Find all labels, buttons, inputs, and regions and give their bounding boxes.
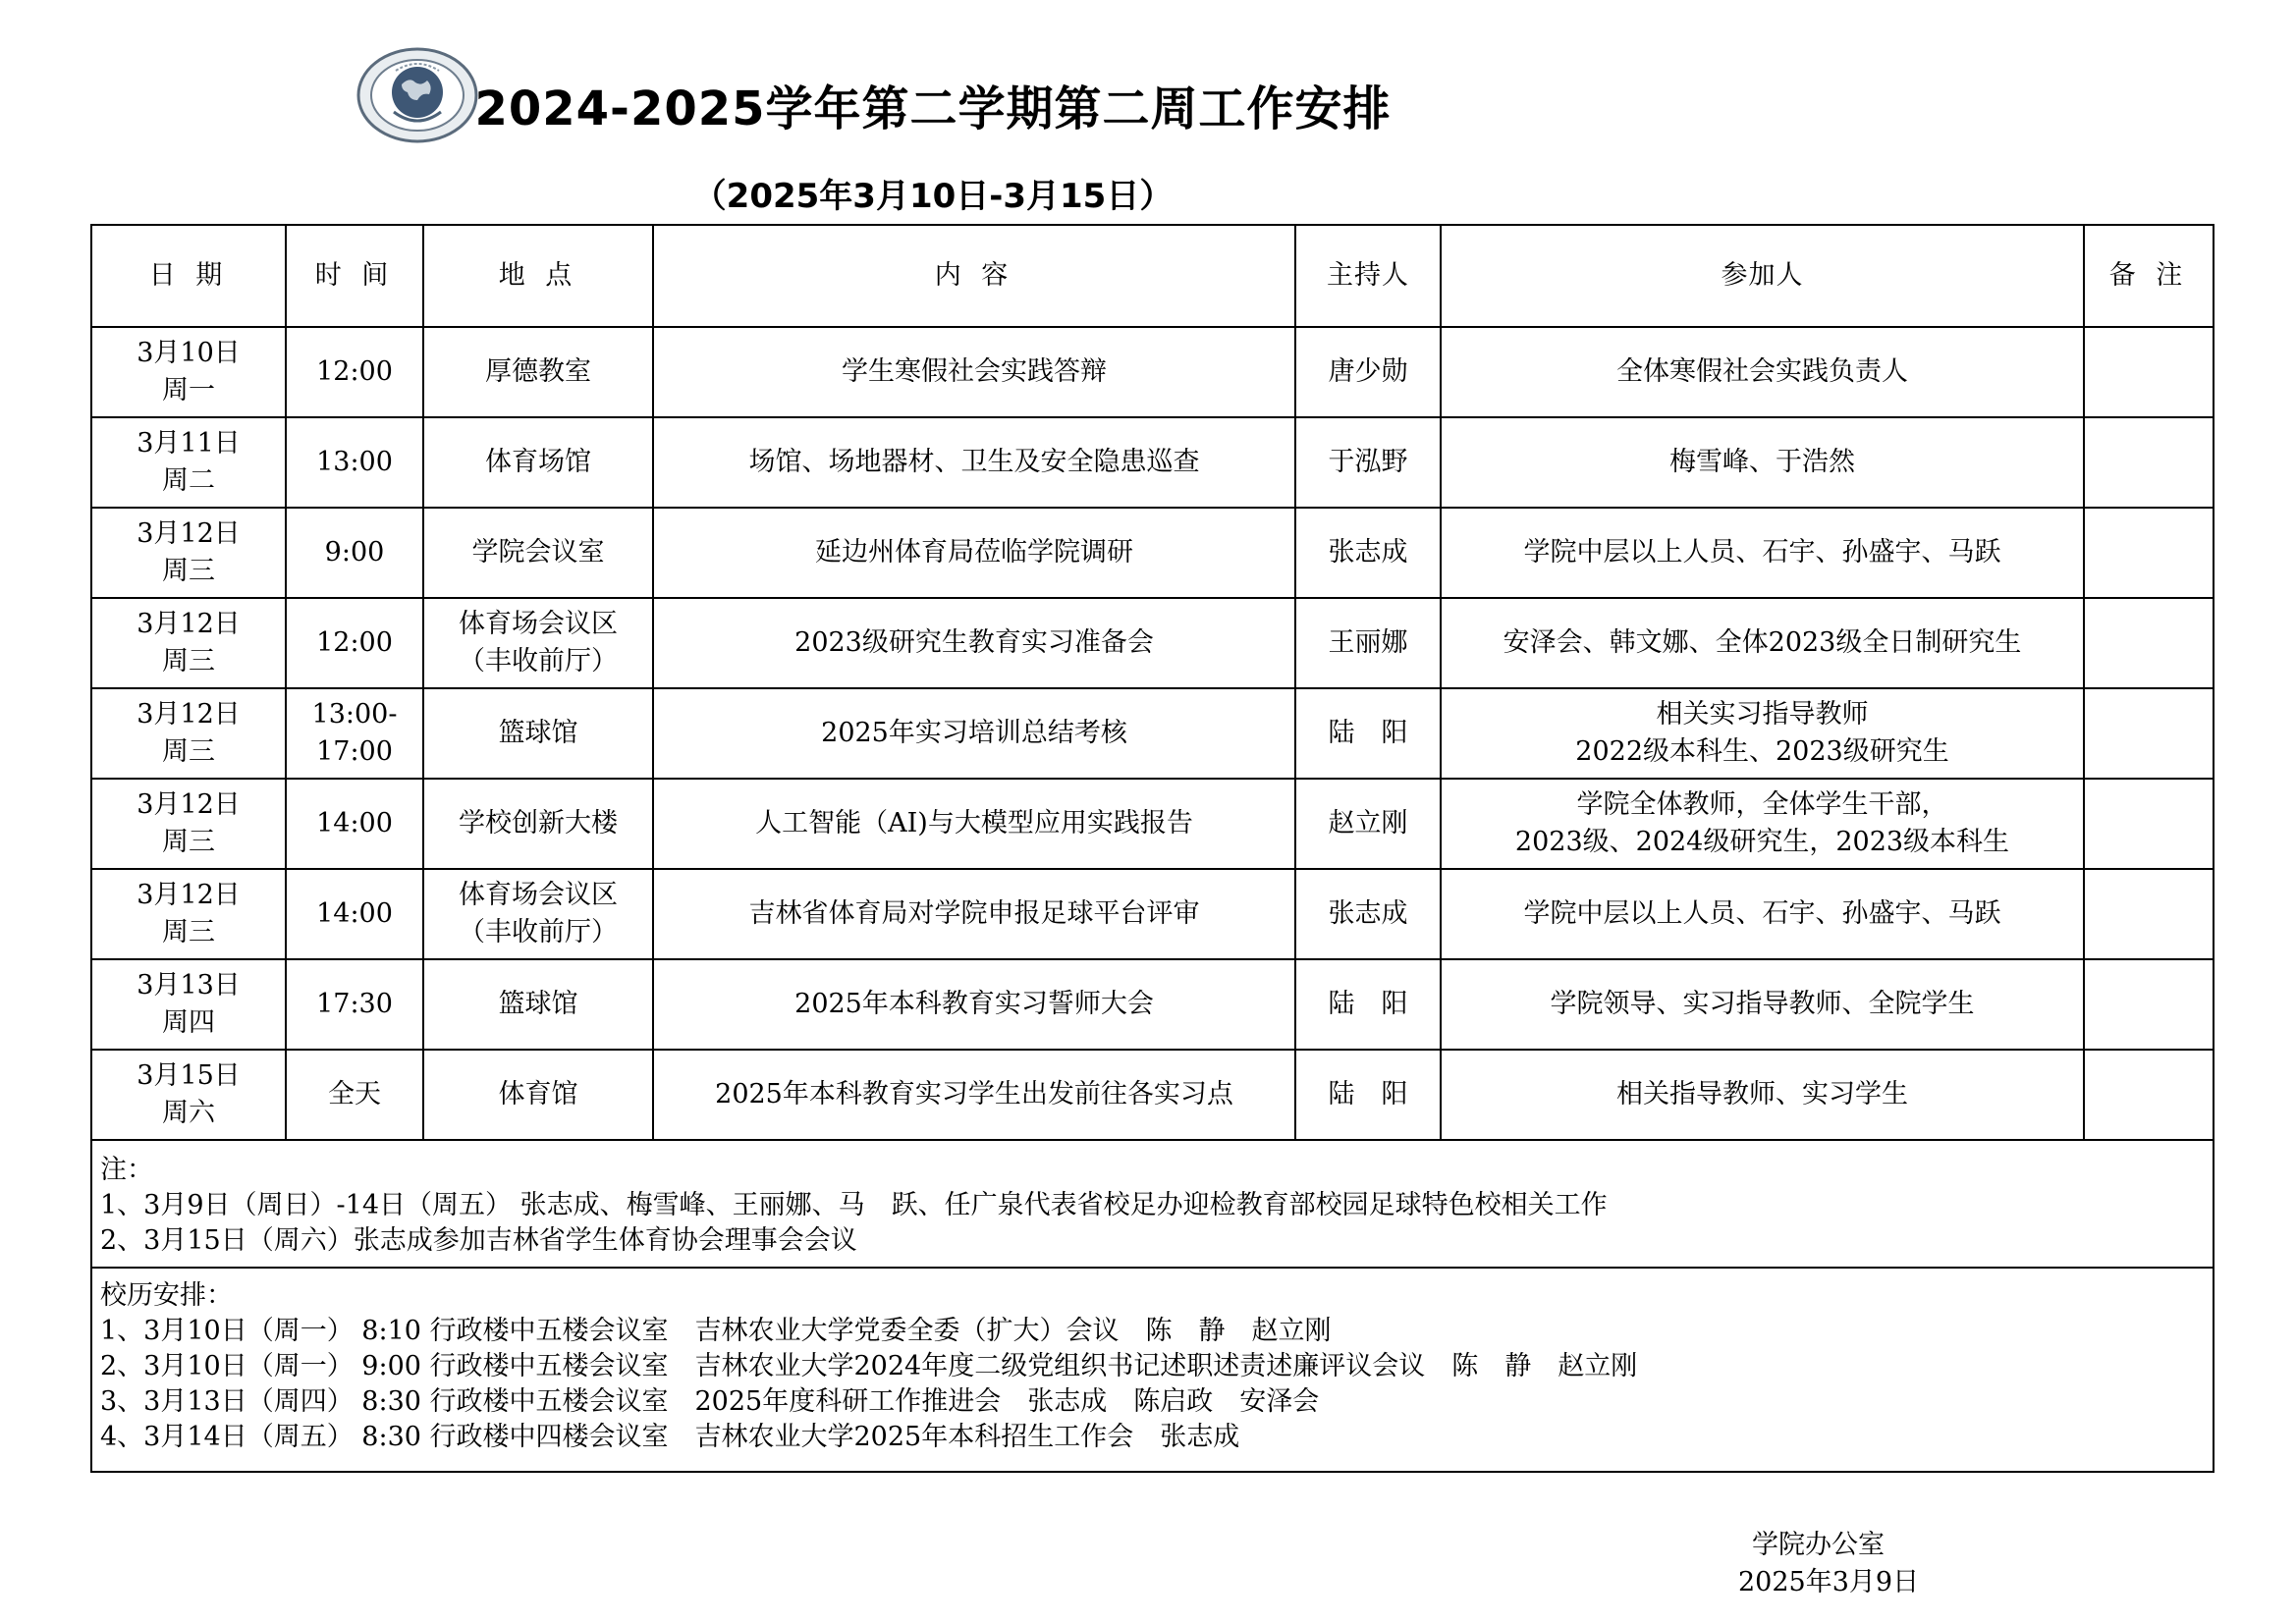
host-cell: 陆 阳 bbox=[1295, 688, 1441, 779]
time-cell bbox=[286, 598, 423, 688]
weekday-text: 周三 bbox=[162, 917, 215, 947]
place-text: （丰收前厅） bbox=[459, 646, 618, 676]
place-text: 篮球馆 bbox=[498, 718, 578, 748]
participants-text: 学院中层以上人员、石宇、孙盛宇、马跃 bbox=[1523, 537, 2001, 568]
time-text: 13:00- bbox=[311, 699, 398, 730]
content-cell: 场馆、场地器材、卫生及安全隐患巡查 bbox=[653, 417, 1295, 508]
calendar-heading: 校历安排： bbox=[100, 1280, 233, 1311]
weekday-text: 周一 bbox=[162, 375, 215, 406]
participants-cell bbox=[1441, 508, 2084, 598]
time-cell bbox=[286, 959, 423, 1050]
date-text: 3月12日 bbox=[137, 518, 241, 549]
table-row bbox=[91, 1050, 2214, 1140]
table-row bbox=[91, 779, 2214, 869]
table-row bbox=[91, 959, 2214, 1050]
date-text: 3月11日 bbox=[137, 428, 241, 459]
place-cell bbox=[423, 508, 653, 598]
remark-cell bbox=[2084, 688, 2214, 779]
remark-cell bbox=[2084, 327, 2214, 417]
date-cell bbox=[91, 508, 286, 598]
place-text: 学校创新大楼 bbox=[459, 808, 618, 839]
table-row bbox=[91, 417, 2214, 508]
footer-date: 2025年3月9日 bbox=[1738, 1567, 1920, 1597]
participants-text: 相关实习指导教师 bbox=[1656, 699, 1869, 730]
table-header-row bbox=[91, 225, 2214, 327]
weekday-text: 周二 bbox=[162, 465, 215, 496]
time-text: 17:00 bbox=[316, 736, 393, 767]
host-cell: 于泓野 bbox=[1295, 417, 1441, 508]
remark-cell bbox=[2084, 417, 2214, 508]
calendar-cell bbox=[91, 1268, 2214, 1472]
date-text: 3月12日 bbox=[137, 609, 241, 639]
weekday-text: 周三 bbox=[162, 736, 215, 767]
time-cell bbox=[286, 869, 423, 959]
time-text: 14:00 bbox=[316, 898, 393, 929]
time-text: 14:00 bbox=[316, 808, 393, 839]
notes-heading: 注： bbox=[100, 1155, 153, 1185]
page-title: 2024-2025学年第二学期第二周工作安排 bbox=[474, 81, 1392, 136]
table-row bbox=[91, 508, 2214, 598]
place-cell bbox=[423, 327, 653, 417]
notes-cell bbox=[91, 1140, 2214, 1268]
time-cell bbox=[286, 779, 423, 869]
column-header-time: 时 间 bbox=[286, 225, 423, 327]
participants-text: 2022级本科生、2023级研究生 bbox=[1575, 736, 1949, 767]
calendar-row bbox=[91, 1268, 2214, 1472]
place-cell bbox=[423, 869, 653, 959]
time-cell bbox=[286, 688, 423, 779]
content-cell: 学生寒假社会实践答辩 bbox=[653, 327, 1295, 417]
participants-cell bbox=[1441, 869, 2084, 959]
place-text: 体育场馆 bbox=[485, 447, 591, 477]
place-text: 体育场会议区 bbox=[459, 880, 618, 910]
time-text: 12:00 bbox=[316, 356, 393, 387]
place-text: 体育场会议区 bbox=[459, 609, 618, 639]
participants-cell bbox=[1441, 688, 2084, 779]
participants-text: 安泽会、韩文娜、全体2023级全日制研究生 bbox=[1503, 627, 2022, 658]
time-cell bbox=[286, 508, 423, 598]
participants-cell bbox=[1441, 959, 2084, 1050]
weekday-text: 周三 bbox=[162, 646, 215, 676]
place-cell bbox=[423, 779, 653, 869]
weekday-text: 周三 bbox=[162, 556, 215, 586]
weekday-text: 周四 bbox=[162, 1007, 215, 1038]
date-text: 3月10日 bbox=[137, 338, 241, 368]
table-row bbox=[91, 869, 2214, 959]
place-text: 篮球馆 bbox=[498, 989, 578, 1019]
content-cell: 延边州体育局莅临学院调研 bbox=[653, 508, 1295, 598]
column-header-participants: 参加人 bbox=[1441, 225, 2084, 327]
content-cell: 人工智能（AI)与大模型应用实践报告 bbox=[653, 779, 1295, 869]
weekday-text: 周六 bbox=[162, 1098, 215, 1128]
date-cell bbox=[91, 1050, 286, 1140]
notes-line-2: 2、3月15日（周六）张志成参加吉林省学生体育协会理事会会议 bbox=[100, 1225, 857, 1256]
host-cell: 赵立刚 bbox=[1295, 779, 1441, 869]
host-cell: 陆 阳 bbox=[1295, 959, 1441, 1050]
participants-text: 相关指导教师、实习学生 bbox=[1616, 1079, 1908, 1109]
time-text: 12:00 bbox=[316, 627, 393, 658]
date-cell bbox=[91, 779, 286, 869]
table-row bbox=[91, 327, 2214, 417]
time-cell bbox=[286, 327, 423, 417]
notes-row bbox=[91, 1140, 2214, 1268]
date-cell bbox=[91, 959, 286, 1050]
remark-cell bbox=[2084, 959, 2214, 1050]
content-cell: 吉林省体育局对学院申报足球平台评审 bbox=[653, 869, 1295, 959]
place-cell bbox=[423, 688, 653, 779]
time-text: 9:00 bbox=[324, 537, 385, 568]
participants-text: 梅雪峰、于浩然 bbox=[1669, 447, 1855, 477]
time-text: 全天 bbox=[328, 1079, 381, 1109]
date-cell bbox=[91, 688, 286, 779]
place-text: （丰收前厅） bbox=[459, 917, 618, 947]
column-header-place: 地 点 bbox=[423, 225, 653, 327]
remark-cell bbox=[2084, 779, 2214, 869]
participants-cell bbox=[1441, 598, 2084, 688]
date-cell bbox=[91, 869, 286, 959]
date-cell bbox=[91, 598, 286, 688]
table-row bbox=[91, 688, 2214, 779]
schedule-body bbox=[91, 327, 2214, 1140]
date-range-subtitle: （2025年3月10日-3月15日） bbox=[692, 177, 1174, 216]
schedule-table bbox=[90, 224, 2214, 1473]
content-cell: 2025年实习培训总结考核 bbox=[653, 688, 1295, 779]
content-cell: 2023级研究生教育实习准备会 bbox=[653, 598, 1295, 688]
participants-text: 全体寒假社会实践负责人 bbox=[1616, 356, 1908, 387]
participants-text: 学院全体教师，全体学生干部， bbox=[1576, 789, 1948, 820]
table-row bbox=[91, 598, 2214, 688]
place-text: 体育馆 bbox=[498, 1079, 578, 1109]
place-cell bbox=[423, 959, 653, 1050]
host-cell: 张志成 bbox=[1295, 869, 1441, 959]
remark-cell bbox=[2084, 869, 2214, 959]
host-cell: 王丽娜 bbox=[1295, 598, 1441, 688]
content-cell: 2025年本科教育实习学生出发前往各实习点 bbox=[653, 1050, 1295, 1140]
footer-office: 学院办公室 bbox=[1752, 1530, 1885, 1560]
time-text: 13:00 bbox=[316, 447, 393, 477]
calendar-line-1: 1、3月10日（周一） 8:10 行政楼中五楼会议室 吉林农业大学党委全委（扩大）会议 陈 静 赵立刚 bbox=[100, 1316, 1332, 1346]
column-header-remark: 备 注 bbox=[2084, 225, 2214, 327]
participants-cell bbox=[1441, 779, 2084, 869]
place-cell bbox=[423, 1050, 653, 1140]
place-cell bbox=[423, 598, 653, 688]
column-header-content: 内 容 bbox=[653, 225, 1295, 327]
time-cell bbox=[286, 417, 423, 508]
calendar-line-2: 2、3月10日（周一） 9:00 行政楼中五楼会议室 吉林农业大学2024年度二级党组织书记述职述责述廉评议会议 陈 静 赵立刚 bbox=[100, 1351, 1638, 1381]
host-cell: 唐少勋 bbox=[1295, 327, 1441, 417]
calendar-line-3: 3、3月13日（周四） 8:30 行政楼中五楼会议室 2025年度科研工作推进会 张志成 陈启政 安泽会 bbox=[100, 1386, 1320, 1417]
remark-cell bbox=[2084, 1050, 2214, 1140]
calendar-line-4: 4、3月14日（周五） 8:30 行政楼中四楼会议室 吉林农业大学2025年本科招生工作会 张志成 bbox=[100, 1422, 1240, 1452]
date-text: 3月12日 bbox=[137, 789, 241, 820]
content-cell: 2025年本科教育实习誓师大会 bbox=[653, 959, 1295, 1050]
host-cell: 张志成 bbox=[1295, 508, 1441, 598]
participants-text: 学院中层以上人员、石宇、孙盛宇、马跃 bbox=[1523, 898, 2001, 929]
place-text: 学院会议室 bbox=[471, 537, 605, 568]
date-text: 3月12日 bbox=[137, 880, 241, 910]
date-text: 3月15日 bbox=[137, 1060, 241, 1091]
host-cell: 陆 阳 bbox=[1295, 1050, 1441, 1140]
remark-cell bbox=[2084, 598, 2214, 688]
participants-cell bbox=[1441, 327, 2084, 417]
time-text: 17:30 bbox=[316, 989, 393, 1019]
weekday-text: 周三 bbox=[162, 827, 215, 857]
remark-cell bbox=[2084, 508, 2214, 598]
participants-text: 2023级、2024级研究生，2023级本科生 bbox=[1514, 827, 2010, 857]
participants-cell bbox=[1441, 417, 2084, 508]
column-header-host: 主持人 bbox=[1295, 225, 1441, 327]
place-text: 厚德教室 bbox=[485, 356, 591, 387]
notes-line-1: 1、3月9日（周日）-14日（周五） 张志成、梅雪峰、王丽娜、马 跃、任广泉代表省校足办迎检教育部校园足球特色校相关工作 bbox=[100, 1190, 1608, 1220]
date-text: 3月12日 bbox=[137, 699, 241, 730]
column-header-date: 日 期 bbox=[91, 225, 286, 327]
place-cell bbox=[423, 417, 653, 508]
date-cell bbox=[91, 417, 286, 508]
participants-cell bbox=[1441, 1050, 2084, 1140]
time-cell bbox=[286, 1050, 423, 1140]
date-text: 3月13日 bbox=[137, 970, 241, 1001]
date-cell bbox=[91, 327, 286, 417]
participants-text: 学院领导、实习指导教师、全院学生 bbox=[1550, 989, 1975, 1019]
